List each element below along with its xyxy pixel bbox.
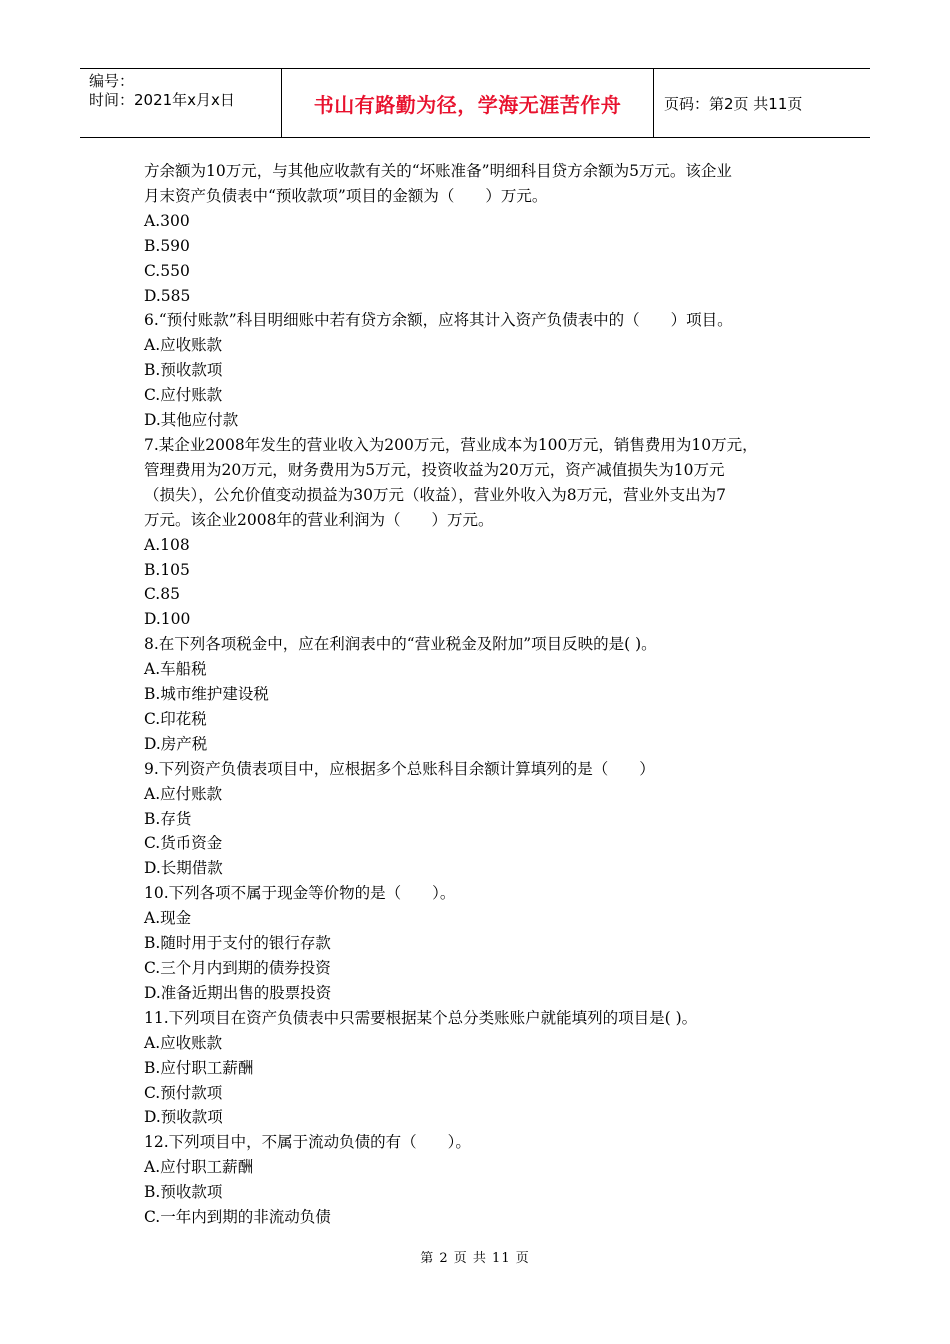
text-line: 万元。该企业2008年的营业利润为（ ）万元。	[144, 510, 494, 529]
text-line: 12.下列项目中，不属于流动负债的有（ ）。	[144, 1133, 471, 1152]
text-line: C.印花税	[144, 709, 207, 728]
text-line: D.房产税	[144, 734, 208, 753]
text-line: A.应收账款	[144, 336, 223, 355]
text-line: B.城市维护建设税	[144, 685, 269, 704]
text-line: 方余额为10万元，与其他应收款有关的“坏账准备”明细科目贷方余额为5万元。该企业	[144, 162, 732, 180]
text-line: C.85	[144, 585, 180, 604]
document-body	[144, 159, 824, 1230]
text-line: B.应付职工薪酬	[144, 1058, 254, 1077]
text-line: 10.下列各项不属于现金等价物的是（ ）。	[144, 884, 456, 903]
page-footer: 第 2 页 共 11 页	[420, 1251, 530, 1266]
document-number-label: 编号：	[89, 72, 135, 90]
header-motto-cell	[282, 69, 654, 137]
text-line: C.应付账款	[144, 386, 223, 405]
text-line: B.预收款项	[144, 361, 223, 380]
text-line: 6.“预付账款”科目明细账中若有贷方余额，应将其计入资产负债表中的（ ）项目。	[144, 311, 733, 330]
text-line: A.108	[144, 535, 190, 554]
text-line: A.应收账款	[144, 1033, 223, 1052]
text-line: C.一年内到期的非流动负债	[144, 1208, 331, 1227]
text-line: C.预付款项	[144, 1083, 223, 1102]
header-page-info-cell	[654, 69, 870, 137]
text-line: C.550	[144, 261, 190, 280]
text-line: D.准备近期出售的股票投资	[144, 983, 332, 1002]
text-line: D.100	[144, 610, 191, 629]
text-line: 11.下列项目在资产负债表中只需要根据某个总分类账账户就能填列的项目是( )。	[144, 1008, 698, 1027]
text-line: A.现金	[144, 909, 192, 928]
text-line: A.应付职工薪酬	[144, 1158, 254, 1177]
text-line: B.590	[144, 236, 190, 255]
text-line: 7.某企业2008年发生的营业收入为200万元，营业成本为100万元，销售费用为10万元，	[144, 435, 758, 454]
text-line: D.585	[144, 286, 191, 305]
text-line: A.车船税	[144, 660, 207, 679]
page-header	[80, 68, 870, 138]
text-line: 8.在下列各项税金中，应在利润表中的“营业税金及附加”项目反映的是( )。	[144, 635, 657, 654]
text-line: B.预收款项	[144, 1183, 223, 1202]
text-line: A.300	[144, 211, 190, 230]
text-line: 月末资产负债表中“预收款项”项目的金额为（ ）万元。	[144, 186, 548, 205]
text-line: D.长期借款	[144, 859, 223, 878]
text-line: （损失），公允价值变动损益为30万元（收益），营业外收入为8万元，营业外支出为7	[144, 485, 726, 504]
text-line: B.随时用于支付的银行存款	[144, 934, 331, 953]
header-left-cell	[80, 69, 282, 137]
text-line: D.预收款项	[144, 1108, 223, 1127]
text-line: B.存货	[144, 809, 192, 828]
text-line: D.其他应付款	[144, 411, 239, 430]
text-line: 9.下列资产负债表项目中，应根据多个总账科目余额计算填列的是（ ）	[144, 759, 655, 778]
text-line: 管理费用为20万元，财务费用为5万元，投资收益为20万元，资产减值损失为10万元	[144, 460, 725, 479]
text-line: C.三个月内到期的债券投资	[144, 959, 331, 977]
document-date-label: 时间：2021年x月x日	[89, 91, 235, 109]
header-motto: 书山有路勤为径，学海无涯苦作舟	[313, 92, 622, 117]
text-line: B.105	[144, 560, 190, 579]
text-line: A.应付账款	[144, 784, 223, 803]
header-page-info: 页码：第2页 共11页	[664, 94, 803, 113]
text-line: C.货币资金	[144, 834, 223, 853]
